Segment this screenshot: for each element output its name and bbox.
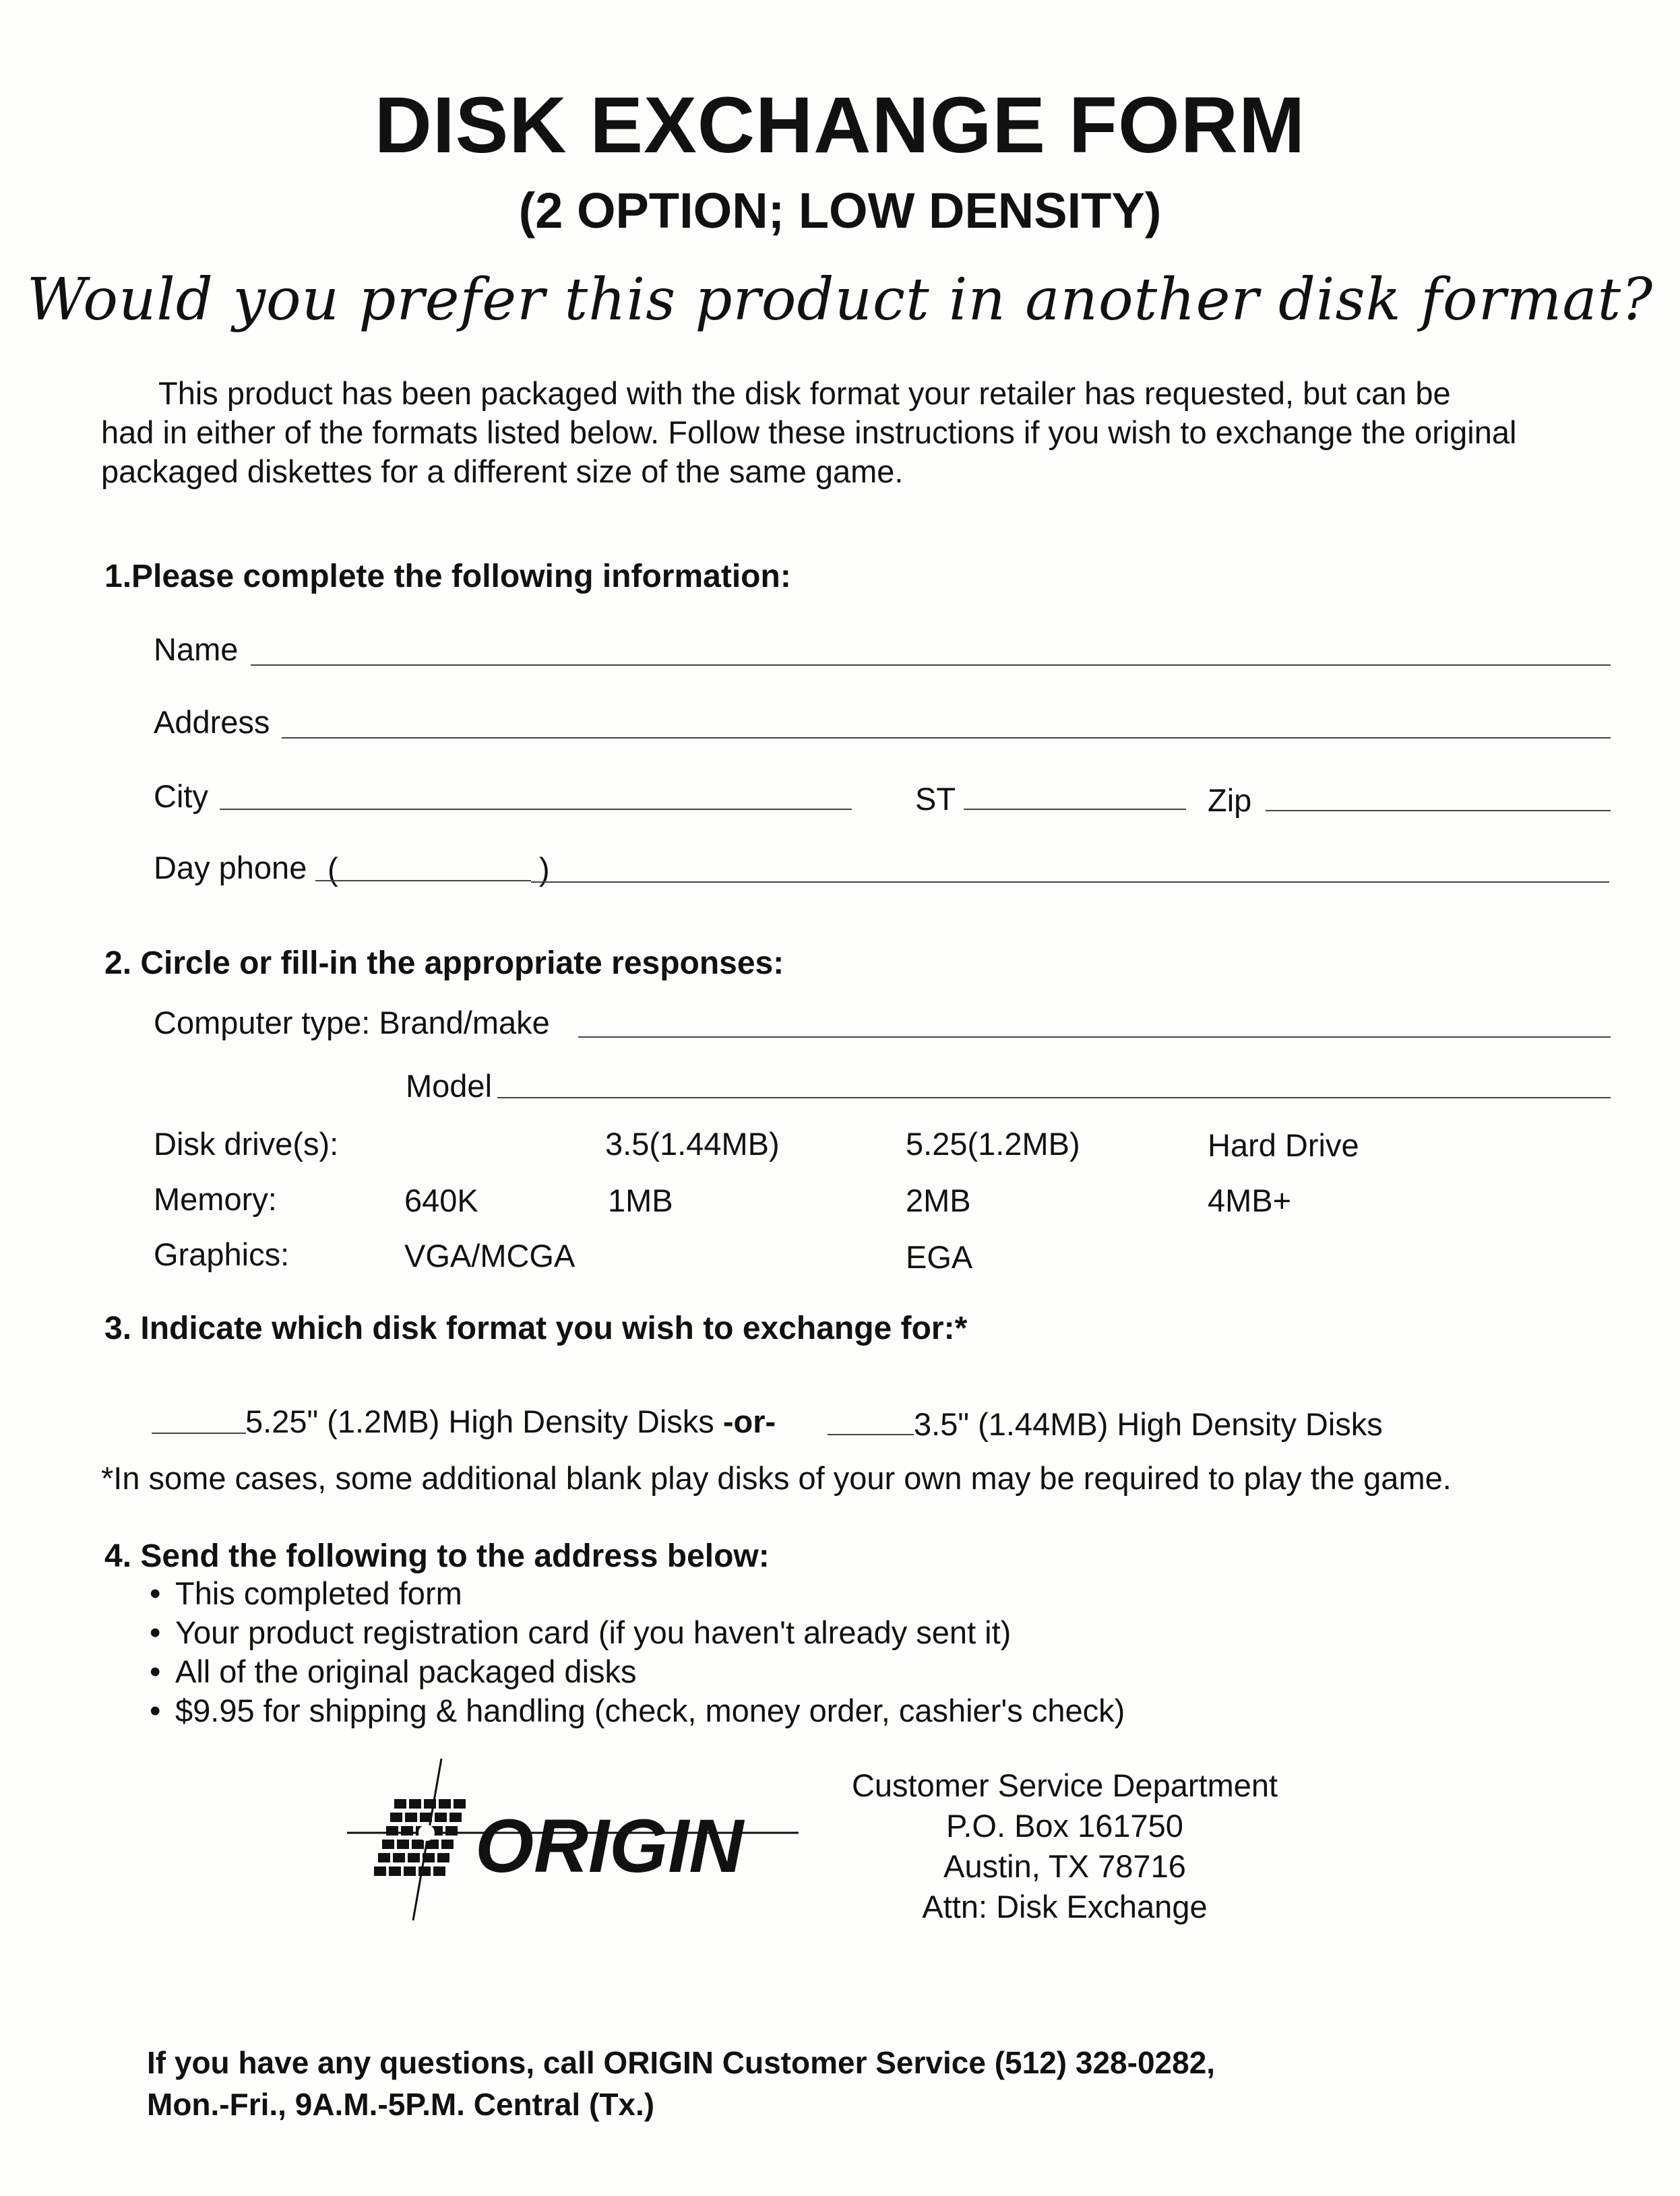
model-label: Model	[406, 1068, 493, 1104]
option-35-blank[interactable]	[828, 1434, 914, 1435]
memory-label: Memory:	[154, 1181, 277, 1217]
option-525-label: 5.25" (1.2MB) High Density Disks -or-	[245, 1404, 776, 1439]
memory-option-640k[interactable]: 640K	[404, 1183, 478, 1218]
footer-contact	[147, 2042, 1215, 2125]
memory-option-1mb[interactable]: 1MB	[608, 1183, 673, 1218]
list-item: • $9.95 for shipping & handling (check, money order, cashier's check)	[150, 1691, 1125, 1730]
origin-logo-graphic	[340, 1752, 812, 1927]
city-field[interactable]	[220, 809, 852, 810]
footer-line-1: If you have any questions, call ORIGIN Customer Service (512) 328-0282,	[147, 2045, 1216, 2080]
graphics-label: Graphics:	[154, 1236, 290, 1272]
section-4-heading: 4. Send the following to the address below:	[104, 1538, 770, 1574]
name-label: Name	[154, 631, 239, 667]
intro-line-2: had in either of the formats listed below. Follow these instructions if you wish to exchange the original	[101, 414, 1517, 450]
disk-drive-label: Disk drive(s):	[154, 1126, 339, 1162]
intro-line-1: This product has been packaged with the disk format your retailer has requested, but can be	[158, 375, 1451, 411]
city-label: City	[154, 778, 208, 814]
computer-type-label: Computer type: Brand/make	[154, 1005, 550, 1040]
footer-line-2: Mon.-Fri., 9A.M.-5P.M. Central (Tx.)	[147, 2087, 655, 2122]
model-field[interactable]	[497, 1097, 1611, 1098]
phone-open-paren: (	[328, 851, 338, 887]
name-field[interactable]	[251, 664, 1611, 666]
phone-number-field[interactable]	[531, 881, 1609, 883]
section-2-heading: 2. Circle or fill-in the appropriate responses:	[104, 945, 784, 981]
area-code-field[interactable]	[315, 880, 531, 881]
address-label: Address	[154, 704, 270, 740]
day-phone-label: Day phone	[154, 850, 307, 885]
graphics-option-ega[interactable]: EGA	[906, 1239, 973, 1275]
memory-option-2mb[interactable]: 2MB	[906, 1183, 971, 1218]
list-item: • All of the original packaged disks	[150, 1652, 1125, 1691]
address-line-3: Austin, TX 78716	[943, 1848, 1186, 1884]
intro-paragraph	[101, 374, 1604, 491]
page-title: DISK EXCHANGE FORM	[374, 81, 1306, 170]
send-items-list	[150, 1574, 1125, 1730]
section-3-heading: 3. Indicate which disk format you wish to exchange for:*	[104, 1311, 968, 1346]
origin-logo-text: ORIGIN	[475, 1804, 744, 1888]
disk-option-35[interactable]: 3.5(1.44MB)	[605, 1126, 780, 1162]
address-line-1: Customer Service Department	[851, 1767, 1278, 1803]
list-item: • Your product registration card (if you haven't already sent it)	[150, 1613, 1125, 1652]
graphics-option-vga[interactable]: VGA/MCGA	[404, 1238, 575, 1274]
zip-label: Zip	[1208, 782, 1252, 818]
mailing-address	[836, 1765, 1294, 1927]
intro-line-3: packaged diskettes for a different size of the same game.	[101, 453, 904, 489]
brand-make-field[interactable]	[578, 1036, 1611, 1038]
option-35-label: 3.5" (1.44MB) High Density Disks	[914, 1406, 1383, 1442]
zip-field[interactable]	[1266, 810, 1611, 811]
disk-option-525[interactable]: 5.25(1.2MB)	[906, 1126, 1080, 1162]
or-text: -or-	[722, 1404, 776, 1439]
phone-close-paren: )	[539, 851, 550, 887]
list-item: • This completed form	[150, 1574, 1125, 1613]
memory-option-4mb[interactable]: 4MB+	[1208, 1183, 1292, 1218]
address-field[interactable]	[282, 737, 1611, 739]
footnote: *In some cases, some additional blank play disks of your own may be required to play the game.	[101, 1460, 1452, 1496]
address-line-2: P.O. Box 161750	[946, 1808, 1183, 1844]
tagline: Would you prefer this product in another disk format?	[26, 266, 1654, 334]
origin-logo	[340, 1752, 812, 1927]
option-525-blank[interactable]	[152, 1433, 246, 1434]
section-1-heading: 1.Please complete the following information:	[104, 559, 791, 594]
disk-option-hard-drive[interactable]: Hard Drive	[1208, 1127, 1359, 1163]
page-subtitle: (2 OPTION; LOW DENSITY)	[518, 183, 1162, 239]
address-line-4: Attn: Disk Exchange	[922, 1889, 1208, 1924]
state-field[interactable]	[964, 809, 1186, 810]
state-label: ST	[915, 781, 956, 817]
